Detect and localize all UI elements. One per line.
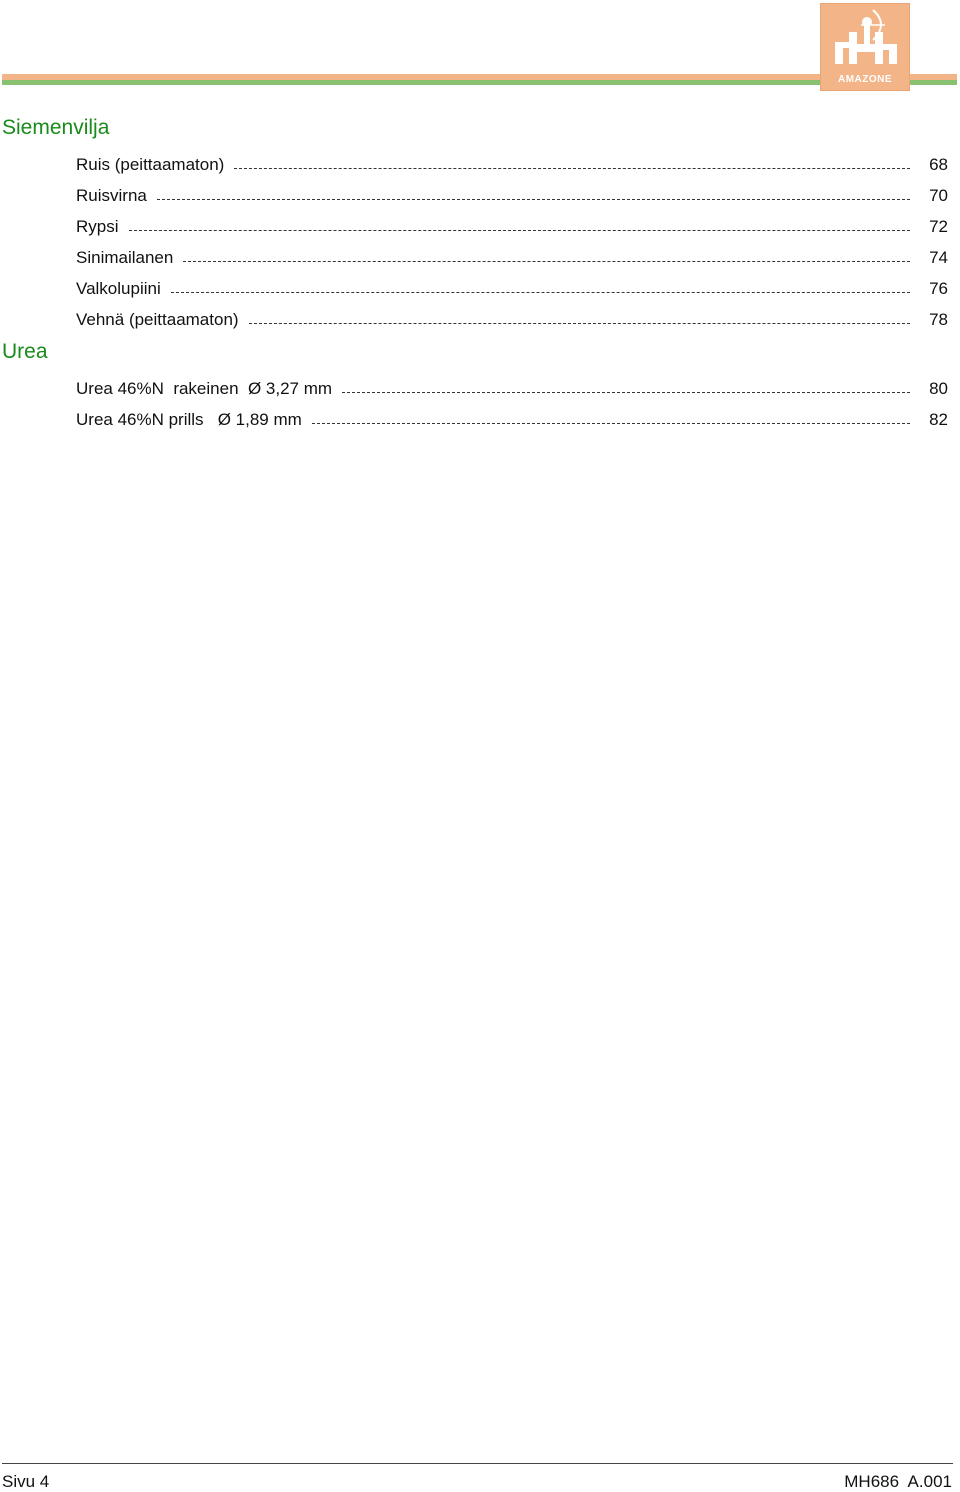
dot-leader bbox=[171, 279, 910, 293]
dot-leader bbox=[183, 248, 910, 262]
toc-entry-label: Urea 46%N rakeinen Ø 3,27 mm bbox=[76, 379, 333, 398]
toc-entry[interactable] bbox=[76, 279, 948, 305]
toc-entry-label: Ruisvirna bbox=[76, 186, 147, 205]
toc-entry-page: 78 bbox=[929, 310, 948, 329]
toc-entry[interactable] bbox=[76, 410, 948, 436]
toc-entry-label: Rypsi bbox=[76, 217, 119, 236]
toc-entry[interactable] bbox=[76, 310, 948, 336]
dot-leader bbox=[129, 217, 910, 231]
toc-entry[interactable] bbox=[76, 248, 948, 274]
tractor-archer-icon bbox=[821, 4, 911, 74]
toc-entry[interactable] bbox=[76, 155, 948, 181]
toc-entry-page: 82 bbox=[929, 410, 948, 429]
header-stripe-green bbox=[2, 80, 957, 85]
footer-page-number: Sivu 4 bbox=[2, 1472, 50, 1491]
toc-entry[interactable] bbox=[76, 379, 948, 405]
dot-leader bbox=[312, 410, 910, 424]
dot-leader bbox=[157, 186, 910, 200]
toc-entry-page: 68 bbox=[929, 155, 948, 174]
amazone-logo bbox=[820, 3, 910, 91]
toc-entry-page: 72 bbox=[929, 217, 948, 236]
section-title-urea: Urea bbox=[2, 340, 48, 363]
toc-entry-label: Valkolupiini bbox=[76, 279, 161, 298]
toc-entry[interactable] bbox=[76, 217, 948, 243]
dot-leader bbox=[342, 379, 910, 393]
header-stripe bbox=[2, 74, 957, 86]
section-title-siemenvilja: Siemenvilja bbox=[2, 116, 110, 139]
footer-document-id: MH686 A.001 bbox=[844, 1472, 952, 1491]
dot-leader bbox=[249, 310, 910, 324]
toc-entry-page: 70 bbox=[929, 186, 948, 205]
toc-entry-label: Vehnä (peittaamaton) bbox=[76, 310, 239, 329]
toc-entry-page: 80 bbox=[929, 379, 948, 398]
dot-leader bbox=[234, 155, 910, 169]
toc-entry-label: Urea 46%N prills Ø 1,89 mm bbox=[76, 410, 302, 429]
toc-entry[interactable] bbox=[76, 186, 948, 212]
logo-wordmark: AMAZONE bbox=[837, 74, 893, 85]
toc-entry-label: Sinimailanen bbox=[76, 248, 174, 267]
footer-divider bbox=[2, 1463, 953, 1464]
toc-entry-page: 76 bbox=[929, 279, 948, 298]
toc-entry-page: 74 bbox=[929, 248, 948, 267]
toc-entry-label: Ruis (peittaamaton) bbox=[76, 155, 225, 174]
